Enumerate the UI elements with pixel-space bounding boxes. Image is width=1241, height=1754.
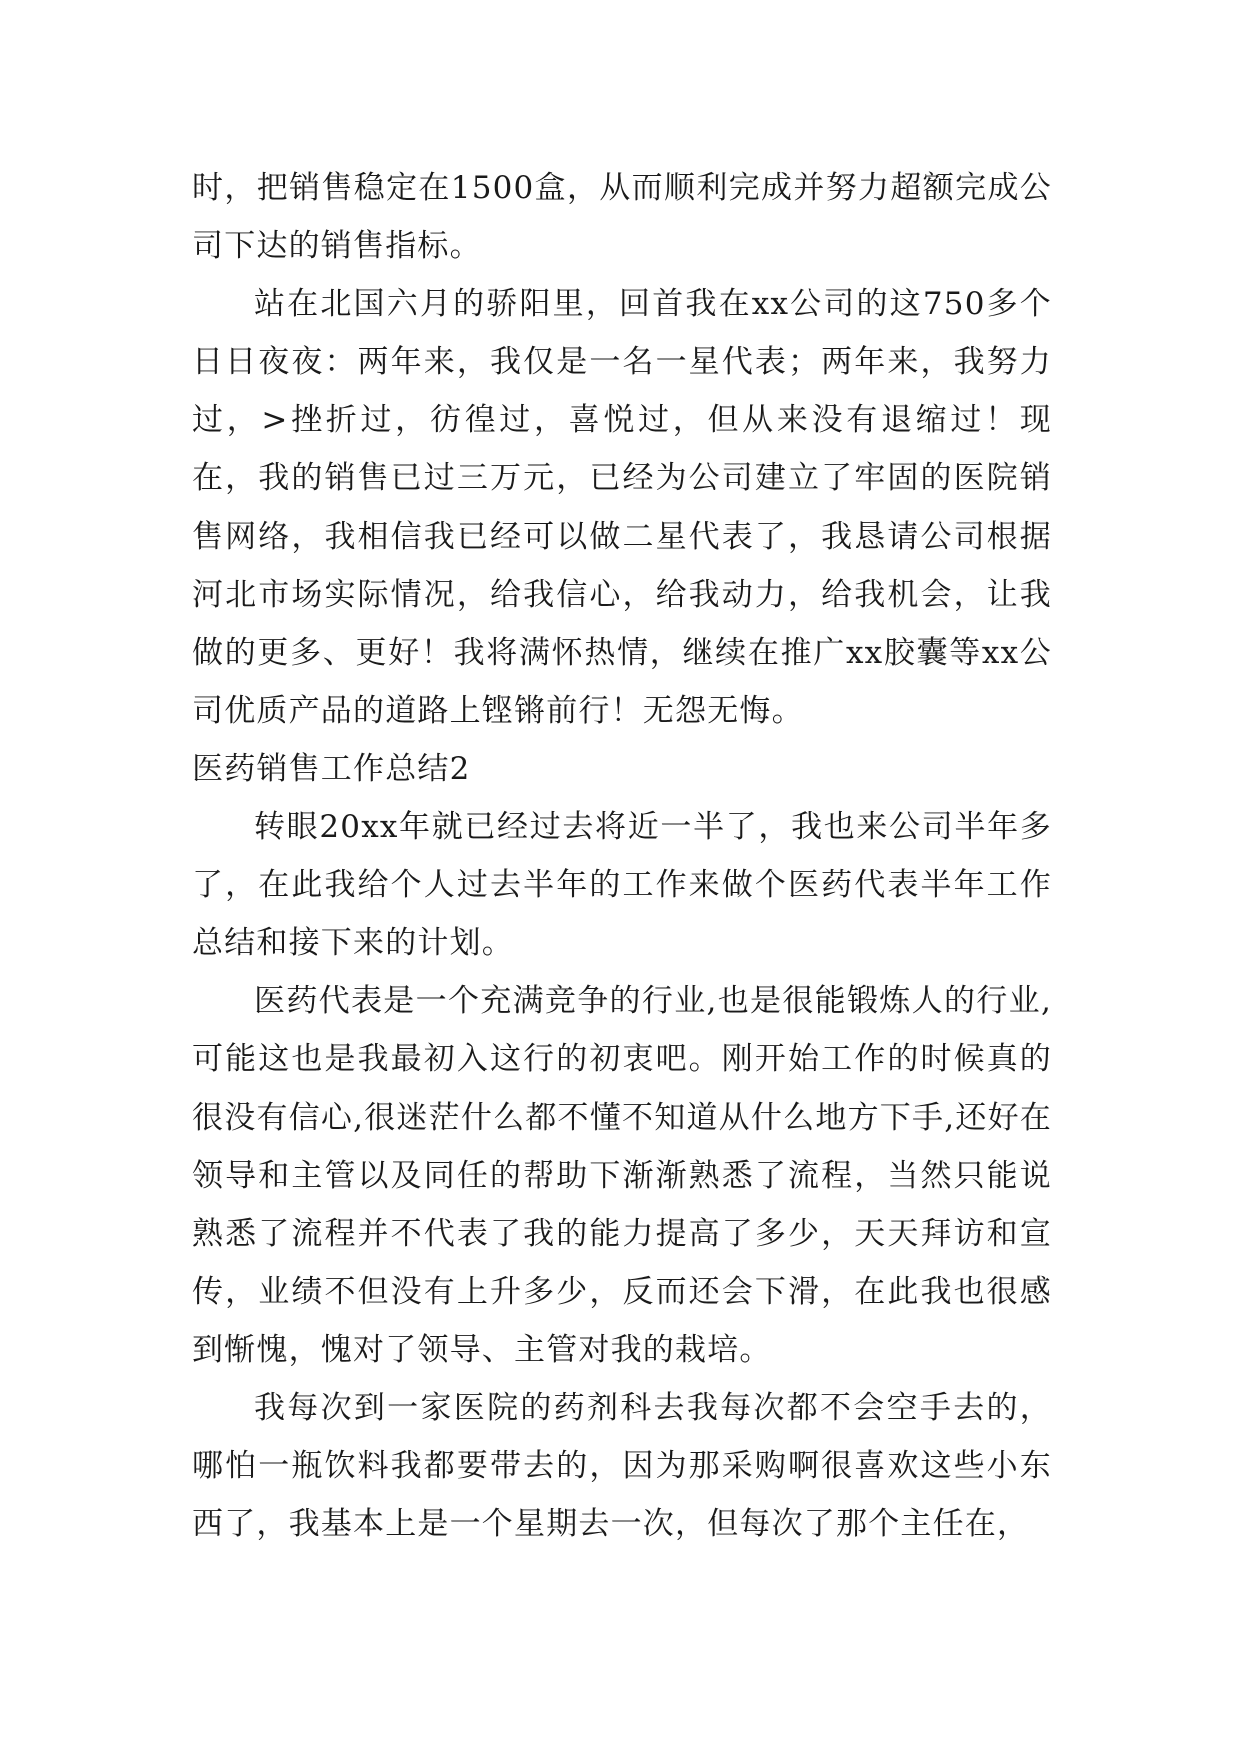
section-heading: 医药销售工作总结2	[192, 750, 471, 787]
paragraph-intro: 转眼20xx年就已经过去将近一半了，我也来公司半年多了，在此我给个人过去半年的工作来做个医药代表半年工作总结和接下来的计划。	[192, 809, 1052, 962]
paragraph-industry: 医药代表是一个充满竞争的行业,也是很能锻炼人的行业,可能这也是我最初入这行的初衷吧。刚开始工作的时候真的很没有信心,很迷茫什么都不懂不知道从什么地方下手,还好在领导和主管以及同任的帮助下渐渐熟悉了流程，当然只能说熟悉了流程并不代表了我的能力提高了多少，天天拜访和宣传，业绩不但没有上升多少，反而还会下滑，在此我也很感到惭愧，愧对了领导、主管对我的栽培。	[192, 983, 1052, 1368]
document-body	[192, 159, 1052, 1553]
paragraph-continuation: 时，把销售稳定在1500盒，从而顺利完成并努力超额完成公司下达的销售指标。	[192, 170, 1052, 265]
paragraph-reflection: 站在北国六月的骄阳里，回首我在xx公司的这750多个日日夜夜：两年来，我仅是一名一星代表；两年来，我努力过，>挫折过，彷徨过，喜悦过，但从来没有退缩过！现在，我的销售已过三万元，已经为公司建立了牢固的医院销售网络，我相信我已经可以做二星代表了，我恳请公司根据河北市场实际情况，给我信心，给我动力，给我机会，让我做的更多、更好！我将满怀热情，继续在推广xx胶囊等xx公司优质产品的道路上铿锵前行！无怨无悔。	[192, 286, 1052, 729]
paragraph-hospital-visits: 我每次到一家医院的药剂科去我每次都不会空手去的，哪怕一瓶饮料我都要带去的，因为那采购啊很喜欢这些小东西了，我基本上是一个星期去一次，但每次了那个主任在，	[192, 1389, 1052, 1543]
